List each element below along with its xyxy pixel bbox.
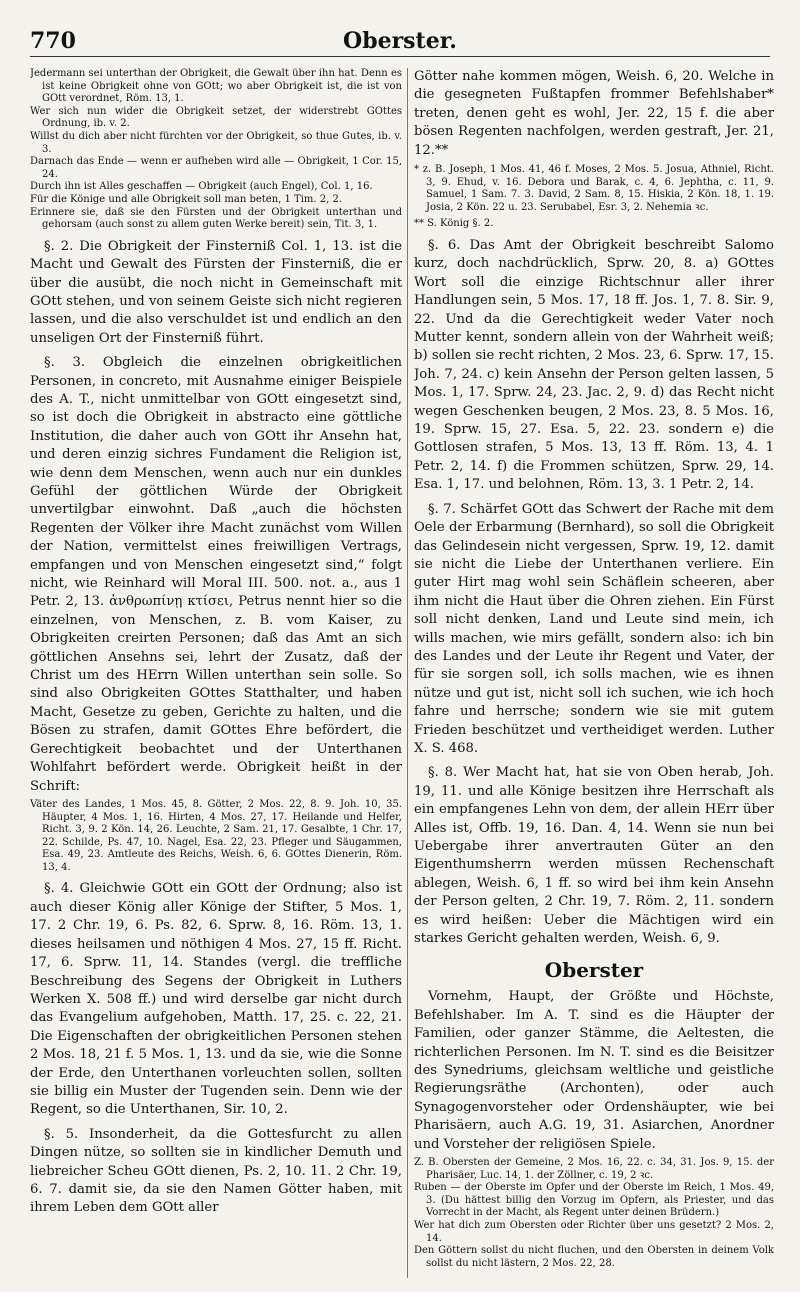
section-paragraph-6: §. 6. Das Amt der Obrigkeit beschreibt Salomo kurz, doch nachdrücklich, Sprw. 20, 8. a) GOttes Wort soll die einzige Richtschnur aller ihrer Handlungen sein, 5 Mos. 17, 18 ff. Jos. 1, 7. 8. Sir. 9, 22. Und da die Gerechtigkeit weder Vater noch Mutter kennt, sondern allein von der Wahrheit weiß; b) sollen sie recht richten, 2 Mos. 23, 6. Sprw. 17, 15. Joh. 7, 24. c) kein Ansehn der Person gelten lassen, 5 Mos. 1, 17. Sprw. 24, 23. Jac. 2, 9. d) das Recht nicht wegen Geschenken beugen, 2 Mos. 23, 8. 5 Mos. 16, 19. Sprw. 15, 27. Esa. 5, 22. 23. sondern e) die Gottlosen strafen, 5 Mos. 13, 13 ff. Röm. 13, 4. 1 Petr. 2, 14. f) die Frommen schützen, Sprw. 29, 14. Esa. 1, 17. und belohnen, Röm. 13, 3. 1 Petr. 2, 14. xyxy=(414,238,774,493)
note-block: Väter des Landes, 1 Mos. 45, 8. Götter, 2 Mos. 22, 8. 9. Joh. 10, 35. Häupter, 4 Mos. 1, 16. Hirten, 4 Mos. 27, 17. Heilande und Helfer, Richt. 3, 9. 2 Kön. 14, 26. Leuchte, 2 Sam. 21, 17. Gesalbte, 1 Chr. 17, 22. Schilde, Ps. 47, 10. Nagel, Esa. 22, 23. Pfleger und Säugammen, Esa. 49, 23. Amtleute des Reichs, Weish. 6, 6. GOttes Dienerin, Röm. 13, 4. xyxy=(30,798,402,873)
note-line: Willst du dich aber nicht fürchten vor der Obrigkeit, so thue Gutes, ib. v. 3. xyxy=(30,130,402,155)
column-rule xyxy=(407,68,408,1278)
entry-heading: Oberster xyxy=(544,958,644,983)
note-line: Wer hat dich zum Obersten oder Richter über uns gesetzt? 2 Mos. 2, 14. xyxy=(414,1220,774,1244)
note-line: Den Göttern sollst du nicht fluchen, und den Obersten in deinem Volk sollst du nicht lästern, 2 Mos. 22, 28. xyxy=(414,1245,774,1269)
footnote: * z. B. Joseph, 1 Mos. 41, 46 f. Moses, 2 Mos. 5. Josua, Athniel, Richt. 3, 9. Ehud, v. 16. Debora und Barak, c. 4, 6. Jephtha, c. 11, 9. Samuel, 1 Sam. 7. 3. David, 2 Sam. 8, 15. Hiskia, 2 Kön. 18, 1. 19. Josia, 2 Kön. 22 u. 23. Serubabel, Esr. 3, 2. Nehemia ꝛc. xyxy=(414,164,774,213)
section-paragraph-2: §. 2. Die Obrigkeit der Finsterniß Col. 1, 13. ist die Macht und Gewalt des Fürsten der Finsterniß, die er über die ausübt, die noch nicht in Gemeinschaft mit GOtt stehen, und von seinem Geiste sich nicht regieren lassen, und die also verschuldet ist und endlich an den unseligen Ort der Finsterniß führt. xyxy=(30,238,402,346)
note-line: Für die Könige und alle Obrigkeit soll man beten, 1 Tim. 2, 2. xyxy=(30,193,343,205)
page-header xyxy=(30,18,770,58)
note-line: Darnach das Ende — wenn er aufheben wird alle — Obrigkeit, 1 Cor. 15, 24. xyxy=(30,156,402,180)
note-line: Durch ihn ist Alles geschaffen — Obrigkeit (auch Engel), Col. 1, 16. xyxy=(30,181,373,193)
running-head: Oberster. xyxy=(343,28,457,54)
header-rule xyxy=(30,56,770,57)
note-line: Wer sich nun wider die Obrigkeit setzet, der widerstrebt GOttes Ordnung, ib. v. 2. xyxy=(30,105,402,130)
page-number: 770 xyxy=(30,28,76,54)
entry-paragraph: Vornehm, Haupt, der Größte und Höchste, Befehlshaber. Im A. T. sind es die Häupter der Familien, oder ganzer Stämme, die Aeltesten, die richterlichen Personen. Im N. T. sind es die Beisitzer des Synedriums, gleichsam weltliche und geistliche Regierungsräthe (Archonten), oder auch Synagogenvorsteher oder Ordenshäupter, wie bei Pharisäern, auch A.G. 19, 31. Asiarchen, Anordner und Vorsteher der religiösen Spiele. xyxy=(414,989,774,1152)
footnote: ** S. König §. 2. xyxy=(414,218,494,230)
note-line: Ruben — der Oberste im Opfer und der Oberste im Reich, 1 Mos. 49, 3. (Du hättest billig den Vorzug im Opfern, als Priester, und das Vorrecht in der Macht, als Regent unter deinen Brüdern.) xyxy=(414,1182,774,1219)
section-paragraph-5-continued: Götter nahe kommen mögen, Weish. 6, 20. Welche in die gesegneten Fußtapfen frommer Befehlshaber* treten, denen geht es wohl, Jer. 22, 15 f. die aber bösen Regenten nachfolgen, werden gestraft, Jer. 21, 12.** xyxy=(414,69,774,158)
note-line: Jedermann sei unterthan der Obrigkeit, die Gewalt über ihn hat. Denn es ist keine Obrigkeit ohne von GOtt; wo aber Obrigkeit ist, die ist von GOtt verordnet, Röm. 13, 1. xyxy=(30,68,402,105)
left-column xyxy=(30,68,402,1288)
section-paragraph-5: §. 5. Insonderheit, da die Gottesfurcht zu allen Dingen nütze, so sollten sie in kindlicher Demuth und liebreicher Scheu GOtt dienen, Ps. 2, 10. 11. 2 Chr. 19, 6. 7. damit sie, da sie den Namen Götter haben, mit ihrem Leben dem GOtt aller xyxy=(30,1126,402,1216)
section-paragraph-8: §. 8. Wer Macht hat, hat sie von Oben herab, Joh. 19, 11. und alle Könige besitzen ihre Herrschaft als ein empfangenes Lehn von dem, der allein HErr über Alles ist, Offb. 19, 16. Dan. 4, 14. Wenn sie nun bei Uebergabe ihrer anvertrauten Güter an den Eigenthumsherrn werden müssen Rechenschaft ablegen, Weish. 6, 1 ff. so wird bei ihm kein Ansehn der Person gelten, 2 Chr. 19, 7. Röm. 2, 11. sondern es wird heißen: Ueber die Mächtigen wird ein starkes Gericht gehalten werden, Weish. 6, 9. xyxy=(414,765,774,947)
note-line: Z. B. Obersten der Gemeine, 2 Mos. 16, 22. c. 34, 31. Jos. 9, 15. der Pharisäer, Luc. 14, 1. der Zöllner, c. 19, 2 ꝛc. xyxy=(414,1157,774,1181)
right-column xyxy=(414,68,774,1288)
section-paragraph-3: §. 3. Obgleich die einzelnen obrigkeitlichen Personen, in concreto, mit Ausnahme einiger Beispiele des A. T., nicht unmittelbar von GOtt eingesetzt sind, so ist doch die Obrigkeit in abstracto eine göttliche Institution, die daher auch von GOtt ihr Ansehn hat, und deren einzig sichres Fundament die Religion ist, wie denn dem Menschen, wenn auch nur ein dunkles Gefühl der göttlichen Würde der Obrigkeit unvertilgbar einwohnt. Daß „auch die höchsten Regenten der Völker ihre Macht zunächst vom Willen der Nation, vermittelst eines freiwilligen Vertrags, empfangen und von Menschen eingesetzt sind,“ folgt nicht, wie Reinhard will Moral III. 500. not. a., aus 1 Petr. 2, 13. ἀνθρωπίνῃ κτίσει, Petrus nennt hier so die einzelnen, von Menschen, z. B. vom Kaiser, zu Obrigkeiten creirten Personen; daß das Amt an sich göttlichen Ansehns sei, lehrt der Zusatz, daß der Christ um des HErrn Willen unterthan sein solle. So sind also Obrigkeiten GOttes Statthalter, und haben Macht, Gesetze zu geben, Gerichte zu halten, und die Bösen zu strafen, damit GOttes Ehre befördert, die Gerechtigkeit beobachtet und der Unterthanen Wohlfahrt befördert werde. Obrigkeit heißt in der Schrift: xyxy=(30,355,402,794)
note-line: Erinnere sie, daß sie den Fürsten und der Obrigkeit unterthan und gehorsam (auch sonst zu allem guten Werke bereit) sein, Tit. 3, 1. xyxy=(30,206,402,231)
section-paragraph-4: §. 4. Gleichwie GOtt ein GOtt der Ordnung; also ist auch dieser König aller Könige der Stifter, 5 Mos. 1, 17. 2 Chr. 19, 6. Ps. 82, 6. Sprw. 8, 16. Röm. 13, 1. dieses heilsamen und nöthigen 4 Mos. 27, 15 ff. Richt. 17, 6. Sprw. 11, 14. Standes (vergl. die treffliche Beschreibung des Segens der Obrigkeit in Luthers Werken X. 508 ff.) und wird derselbe gar nicht durch das Evangelium aufgehoben, Matth. 17, 25. c. 22, 21. Die Eigenschaften der obrigkeitlichen Personen stehen 2 Mos. 18, 21 f. 5 Mos. 1, 13. und da sie, wie die Sonne der Erde, den Unterthanen vorleuchten sollen, sollten sie billig ein Muster der Tugenden sein. Denn wie der Regent, so die Unterthanen, Sir. 10, 2. xyxy=(30,881,402,1118)
section-paragraph-7: §. 7. Schärfet GOtt das Schwert der Rache mit dem Oele der Erbarmung (Bernhard), so soll die Obrigkeit das Gelindesein nicht vergessen, Sprw. 19, 12. damit sie nicht die Liebe der Unterthanen verliere. Ein guter Hirt mag wohl sein Schäflein scheeren, aber ihm nicht die Haut über die Ohren ziehen. Ein Fürst soll nicht denken, Land und Leute sind mein, ich wills machen, wie mirs gefällt, sondern also: ich bin des Landes und der Leute ihr Regent und Vater, der für sie sorgen soll, ich solls machen, wie es ihnen nütze und gut ist, nicht soll ich suchen, wie ich hoch fahre und herrsche; sondern wie sie mit gutem Frieden beschützet und vertheidiget werden. Luther X. S. 468. xyxy=(414,501,774,756)
